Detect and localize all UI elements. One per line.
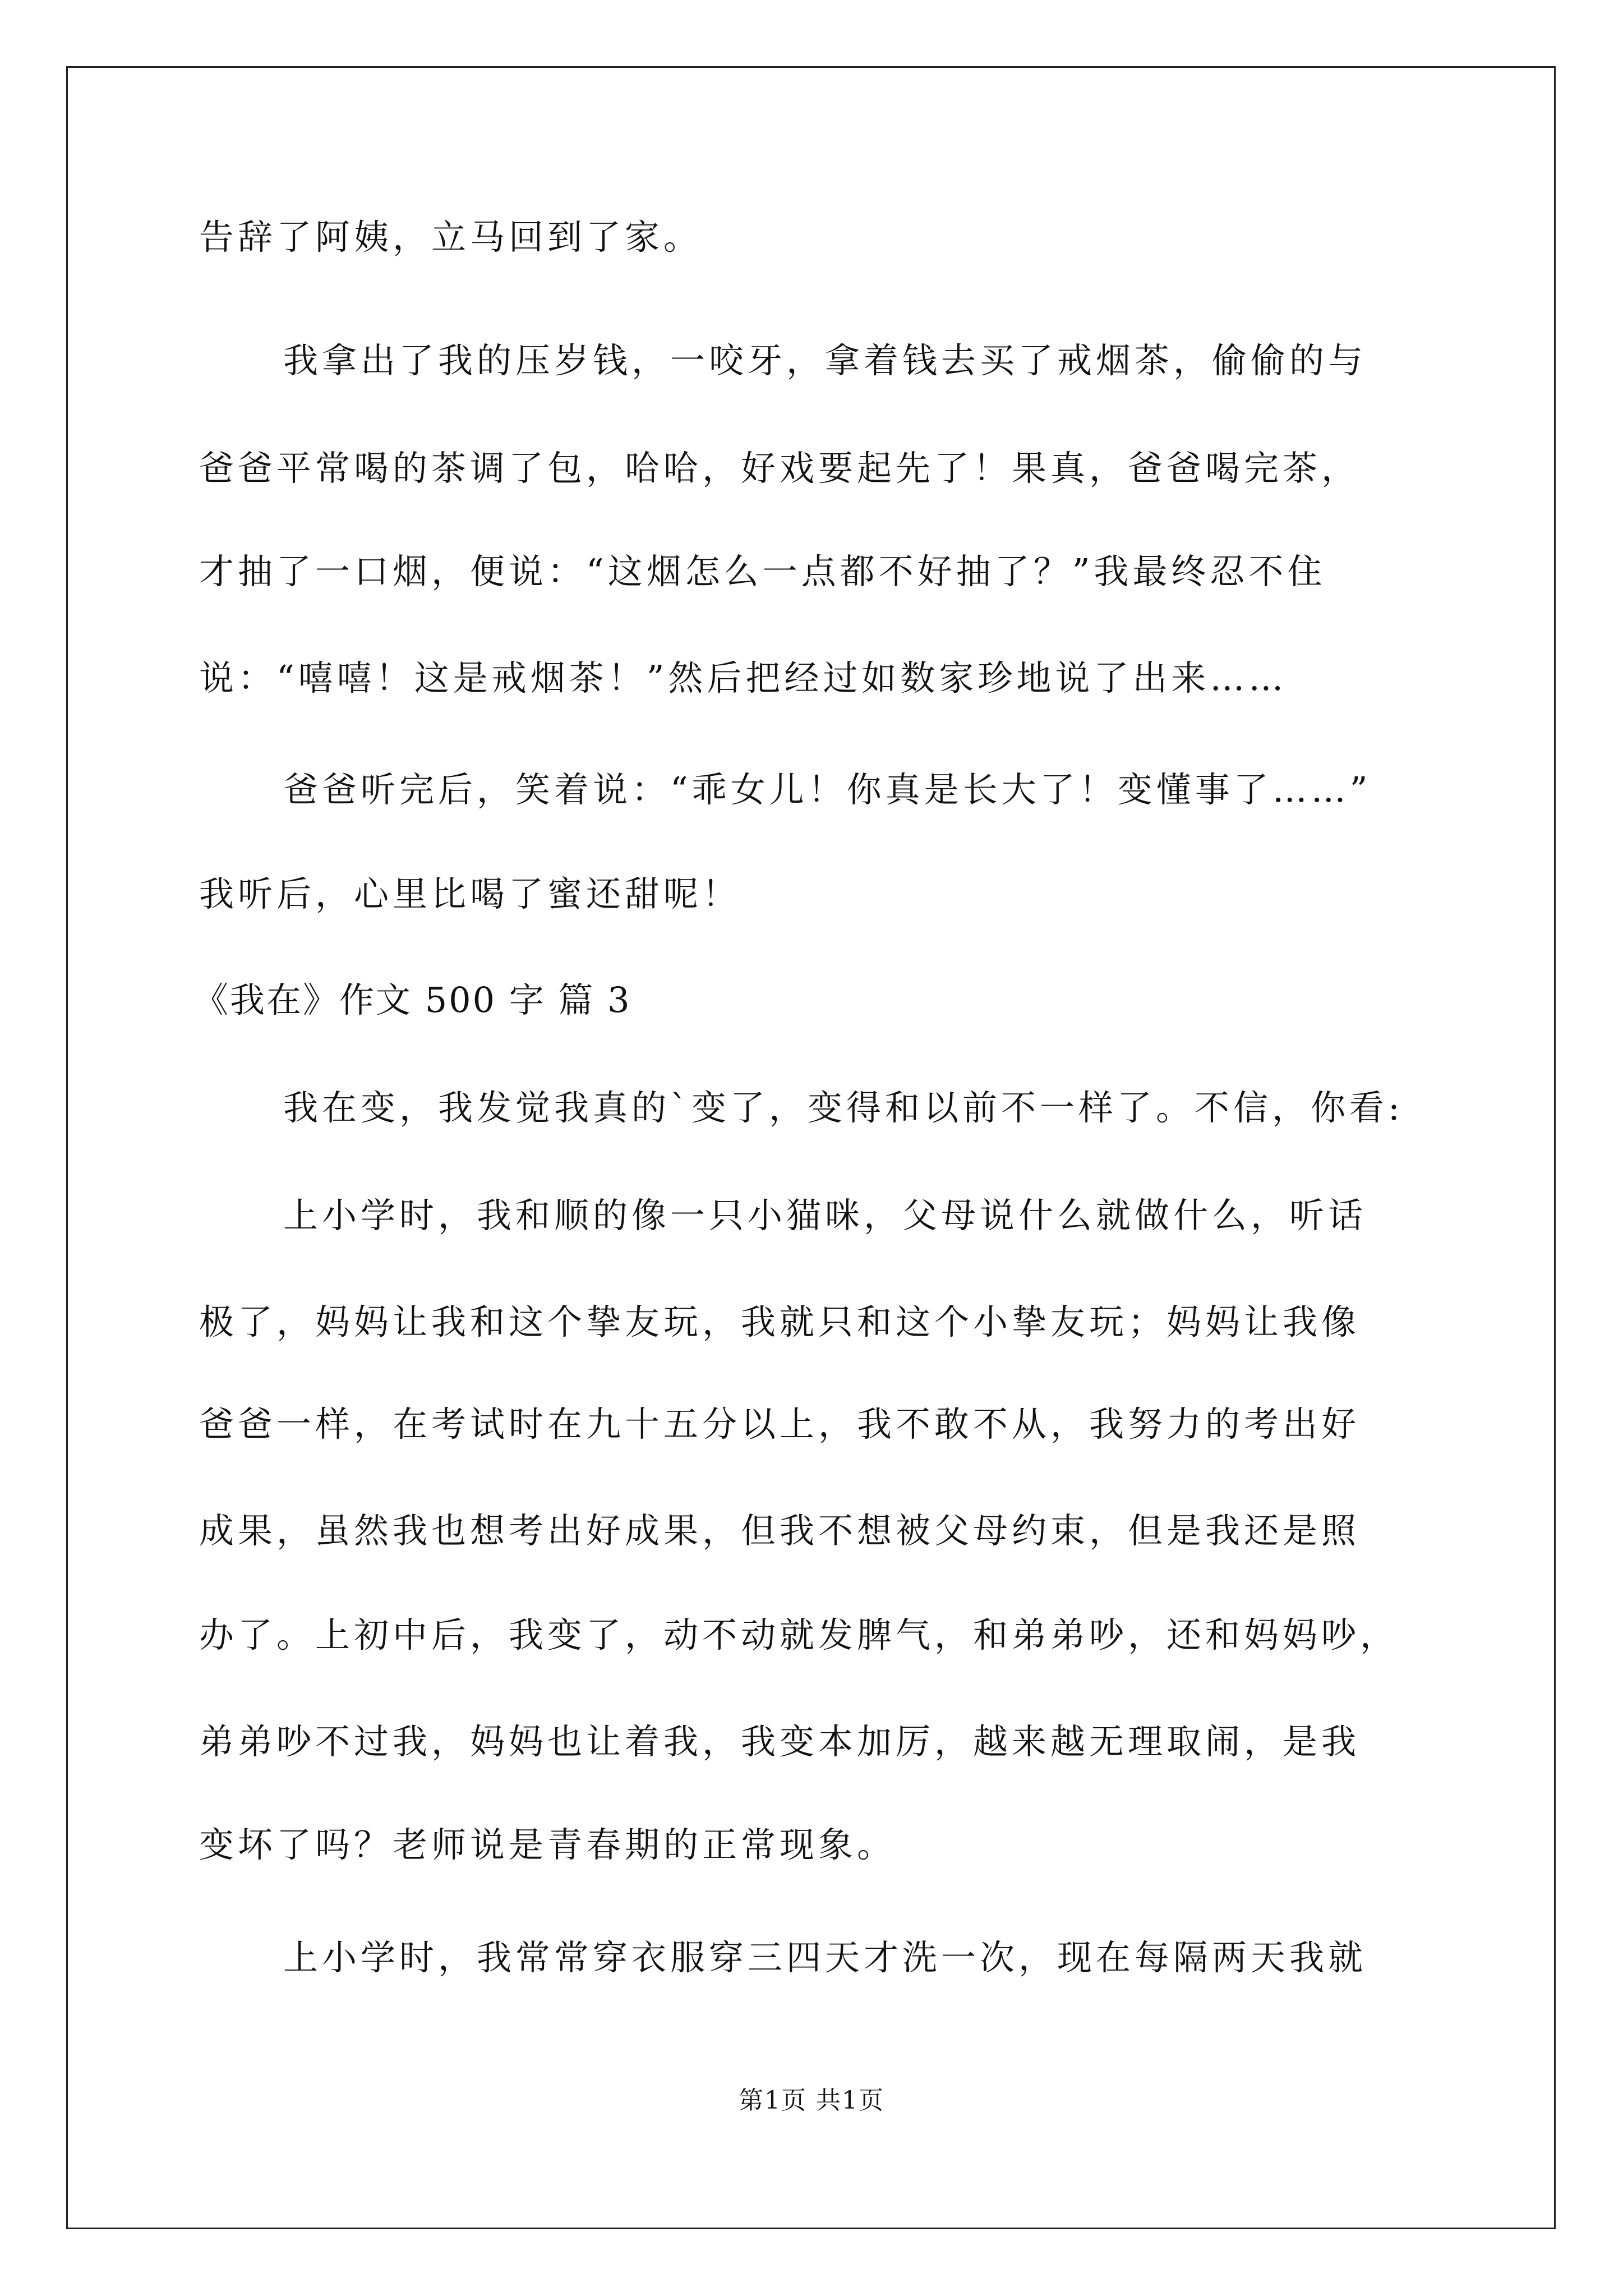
body-text-line: 办了。上初中后，我变了，动不动就发脾气，和弟弟吵，还和妈妈吵， bbox=[199, 1614, 1399, 1655]
body-text-line: 成果，虽然我也想考出好成果，但我不想被父母约束，但是我还是照 bbox=[199, 1510, 1361, 1551]
page-border bbox=[66, 66, 1556, 2229]
page-number-footer: 第1页 共1页 bbox=[739, 2086, 884, 2115]
paragraph-first-line: 爸爸听完后，笑着说：“乖女儿！你真是长大了！变懂事了……” bbox=[283, 769, 1372, 810]
body-text-line: 爸爸一样，在考试时在九十五分以上，我不敢不从，我努力的考出好 bbox=[199, 1404, 1361, 1444]
body-text-line: 变坏了吗？老师说是青春期的正常现象。 bbox=[199, 1824, 896, 1865]
body-text-line: 弟弟吵不过我，妈妈也让着我，我变本加厉，越来越无理取闹，是我 bbox=[199, 1721, 1361, 1762]
body-text-line: 爸爸平常喝的茶调了包，哈哈，好戏要起先了！果真，爸爸喝完茶， bbox=[199, 448, 1361, 489]
paragraph-first-line: 我在变，我发觉我真的`变了，变得和以前不一样了。不信，你看: bbox=[283, 1087, 1404, 1128]
body-text-line: 才抽了一口烟，便说：“这烟怎么一点都不好抽了？”我最终忍不住 bbox=[199, 551, 1326, 592]
body-text-line: 告辞了阿姨，立马回到了家。 bbox=[199, 217, 703, 257]
paragraph-first-line: 我拿出了我的压岁钱，一咬牙，拿着钱去买了戒烟茶，偷偷的与 bbox=[283, 340, 1367, 381]
body-text-line: 说：“嘻嘻！这是戒烟茶！”然后把经过如数家珍地说了出来…… bbox=[199, 657, 1288, 698]
body-text-line: 我听后，心里比喝了蜜还甜呢！ bbox=[199, 873, 741, 914]
section-heading: 《我在》作文 500 字 篇 3 bbox=[193, 979, 631, 1020]
paragraph-first-line: 上小学时，我和顺的像一只小猫咪，父母说什么就做什么，听话 bbox=[283, 1195, 1367, 1236]
paragraph-first-line: 上小学时，我常常穿衣服穿三四天才洗一次，现在每隔两天我就 bbox=[283, 1937, 1367, 1978]
body-text-line: 极了，妈妈让我和这个挚友玩，我就只和这个小挚友玩；妈妈让我像 bbox=[199, 1301, 1361, 1342]
